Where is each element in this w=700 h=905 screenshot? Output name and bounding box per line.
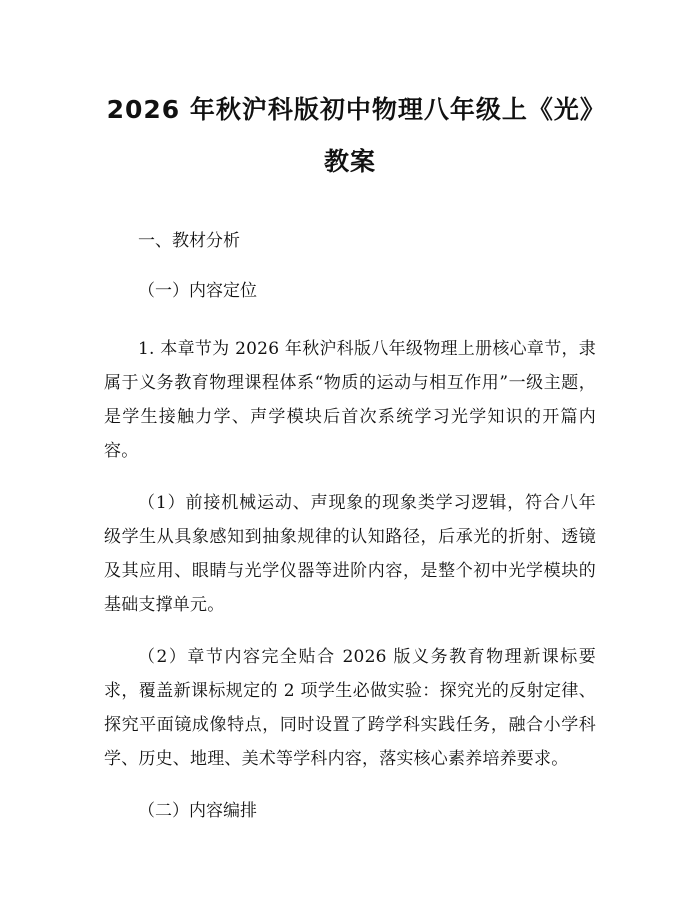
paragraph-curriculum-standards: （2）章节内容完全贴合 2026 版义务教育物理新课标要求，覆盖新课标规定的 2 项学生必做实验：探究光的反射定律、探究平面镜成像特点，同时设置了跨学科实践任务，融合小学科学、历史、地理、美术等学科内容，落实核心素养培养要求。 (104, 647, 596, 769)
subsection-heading-content-arrangement: （二）内容编排 (138, 801, 257, 821)
document-title: 2026 年秋沪科版初中物理八年级上《光》教案 (106, 95, 594, 176)
paragraph-chapter-positioning: 1. 本章节为 2026 年秋沪科版八年级物理上册核心章节，隶属于义务教育物理课程体系“物质的运动与相互作用”一级主题，是学生接触力学、声学模块后首次系统学习光学知识的开篇内容。 (104, 339, 596, 461)
paragraph-learning-logic: （1）前接机械运动、声现象的现象类学习逻辑，符合八年级学生从具象感知到抽象规律的认知路径，后承光的折射、透镜及其应用、眼睛与光学仪器等进阶内容，是整个初中光学模块的基础支撑单元。 (104, 493, 596, 615)
subsection-heading-content-positioning: （一）内容定位 (138, 281, 257, 301)
section-heading-textbook-analysis: 一、教材分析 (138, 231, 240, 251)
